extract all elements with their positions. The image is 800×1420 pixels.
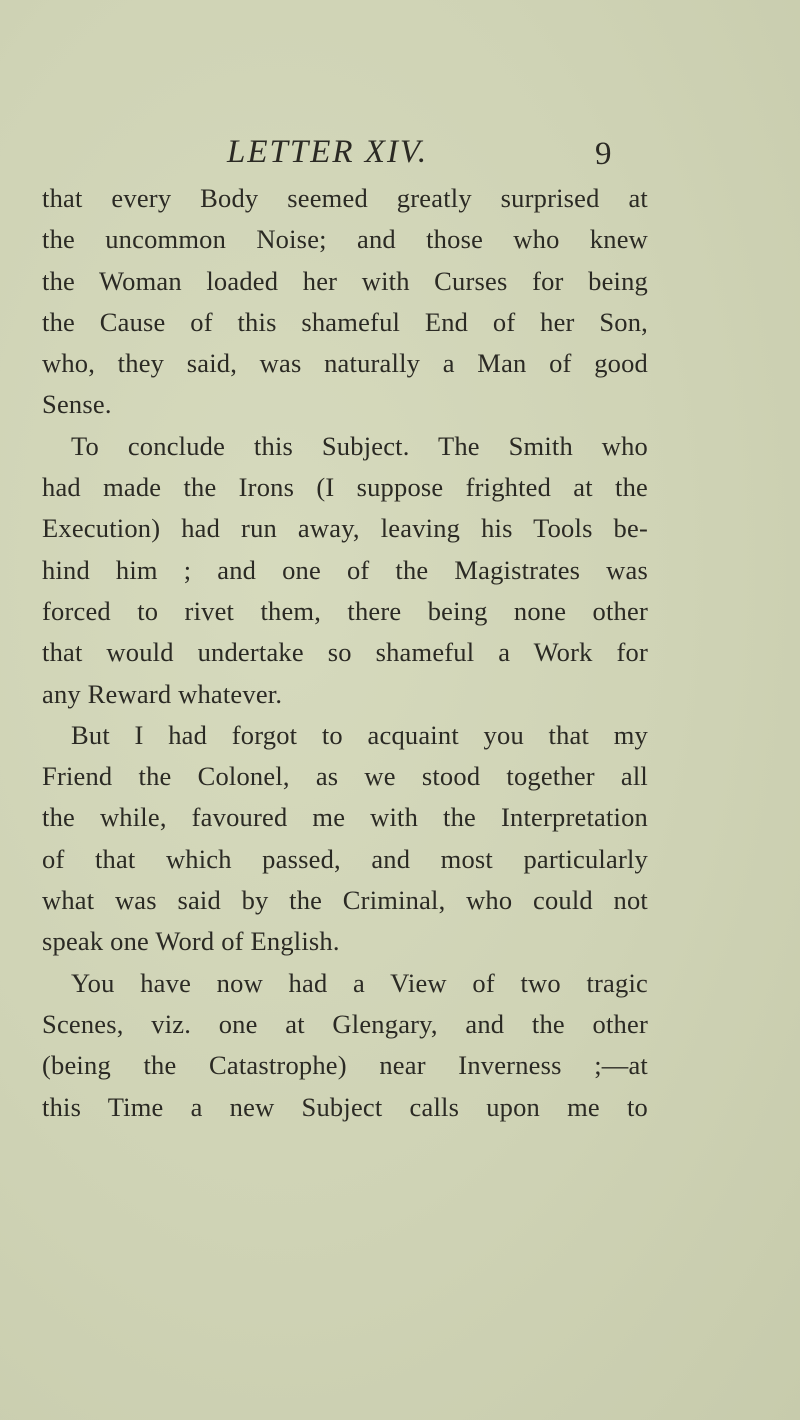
text-line: Execution) had run away, leaving his Tools be- [42,513,648,544]
text-line: the uncommon Noise; and those who knew [42,224,648,255]
text-line: Sense. [42,389,112,420]
text-line: But I had forgot to acquaint you that my [71,719,648,750]
text-line: You have now had a View of two tragic [71,967,648,998]
text-line: Friend the Colonel, as we stood together all [42,761,648,792]
text-line: who, they said, was naturally a Man of good [42,348,648,379]
page-number: 9 [595,136,612,172]
text-line: what was said by the Criminal, who could not [42,885,648,916]
text-line: To conclude this Subject. The Smith who [71,430,648,461]
body-text [42,178,648,1128]
text-line: forced to rivet them, there being none other [42,595,648,626]
text-line: that would undertake so shameful a Work for [42,637,648,668]
text-line: of that which passed, and most particularly [42,843,648,874]
text-line: Scenes, viz. one at Glengary, and the other [42,1008,648,1039]
text-line: any Reward whatever. [42,678,283,709]
text-line: this Time a new Subject calls upon me to [42,1091,648,1122]
text-line: speak one Word of English. [42,926,340,957]
text-line: that every Body seemed greatly surprised at [42,183,648,213]
text-line: had made the Irons (I suppose frighted at the [42,472,648,503]
running-head: LETTER XIV. [227,134,429,170]
text-line: hind him ; and one of the Magistrates was [42,554,648,585]
text-line: the Woman loaded her with Curses for being [42,265,648,296]
page-header [0,132,800,172]
text-line: the while, favoured me with the Interpretation [42,802,648,833]
text-line: (being the Catastrophe) near Inverness ;—at [42,1050,648,1081]
text-line: the Cause of this shameful End of her Son, [42,306,648,337]
